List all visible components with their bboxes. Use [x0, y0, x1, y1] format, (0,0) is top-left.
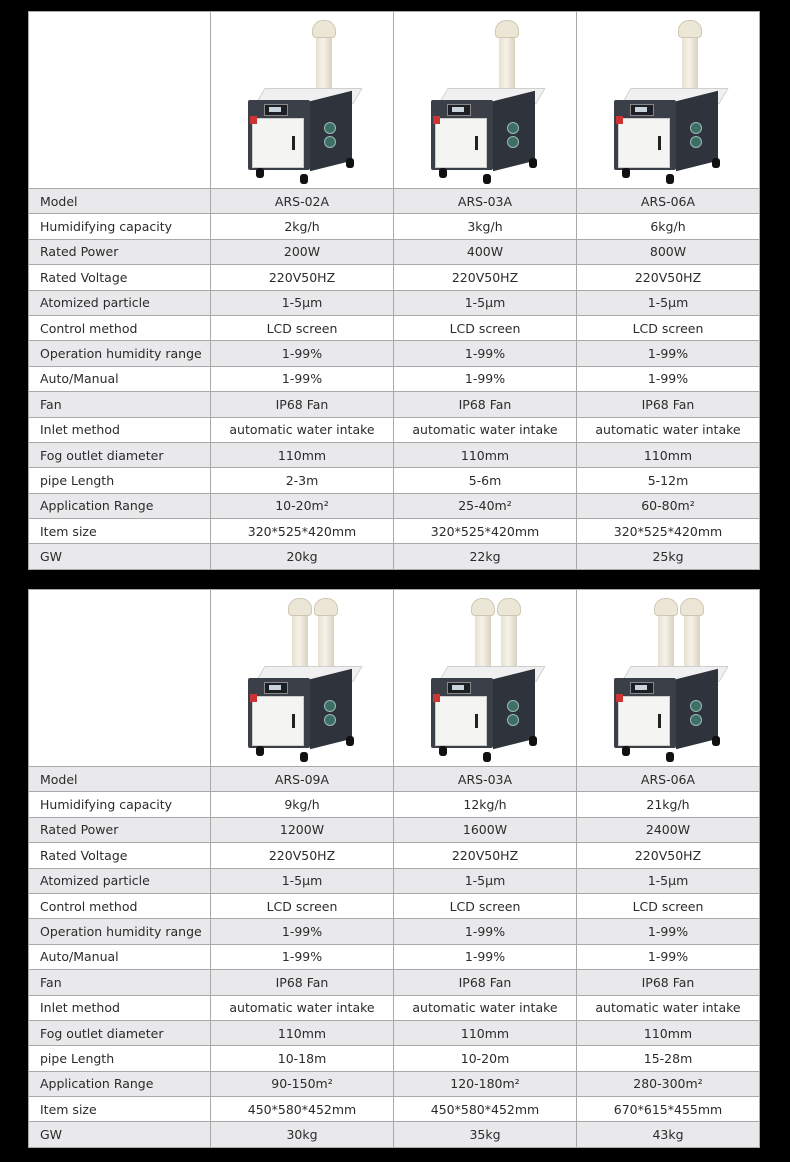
spec-value: 800W [577, 239, 760, 264]
spec-value: 110mm [394, 1020, 577, 1045]
spec-value: automatic water intake [394, 417, 577, 442]
spec-value: LCD screen [211, 315, 394, 340]
spec-value: 12kg/h [394, 792, 577, 817]
spec-row [29, 1020, 760, 1045]
spec-value: 15-28m [577, 1046, 760, 1071]
spec-row [29, 189, 760, 214]
spec-value: 10-18m [211, 1046, 394, 1071]
spec-row [29, 315, 760, 340]
spec-value: 9kg/h [211, 792, 394, 817]
spec-row [29, 893, 760, 918]
product-image-cell [394, 590, 577, 767]
spec-value: 25kg [577, 544, 760, 569]
caster-wheel-icon [439, 746, 447, 756]
spec-value: 6kg/h [577, 214, 760, 239]
spec-value: 110mm [577, 1020, 760, 1045]
spec-row [29, 290, 760, 315]
spec-value: IP68 Fan [577, 392, 760, 417]
spec-row [29, 817, 760, 842]
spec-row [29, 239, 760, 264]
humidifier-product-image [425, 18, 545, 186]
door-handle [292, 136, 295, 150]
fan-icon [690, 136, 702, 148]
spec-value: 220V50HZ [394, 265, 577, 290]
spec-label: Operation humidity range [29, 919, 211, 944]
spec-row [29, 995, 760, 1020]
product-image-row [29, 12, 760, 189]
mist-pipe-elbow [288, 598, 312, 616]
spec-label: Auto/Manual [29, 944, 211, 969]
spec-row [29, 519, 760, 544]
caster-wheel-icon [439, 168, 447, 178]
warning-sticker-icon [250, 116, 257, 124]
spec-row [29, 1122, 760, 1147]
front-door-panel [252, 696, 304, 746]
mist-pipe [684, 608, 700, 670]
lcd-control-icon [447, 104, 471, 116]
lcd-control-icon [264, 682, 288, 694]
spec-value: automatic water intake [211, 417, 394, 442]
product-image-cell [577, 590, 760, 767]
spec-value: 1-5μm [394, 290, 577, 315]
spec-value: 110mm [394, 442, 577, 467]
humidifier-product-image [242, 596, 362, 764]
spec-value: LCD screen [394, 315, 577, 340]
mist-pipe-elbow [314, 598, 338, 616]
door-handle [475, 136, 478, 150]
spec-value: 5-12m [577, 468, 760, 493]
humidifier-product-image [608, 18, 728, 186]
spec-value: ARS-03A [394, 767, 577, 792]
spec-value: 320*525*420mm [577, 519, 760, 544]
spec-row [29, 214, 760, 239]
product-image-cell [577, 12, 760, 189]
product-image-row [29, 590, 760, 767]
fan-icon [507, 714, 519, 726]
spec-value: ARS-02A [211, 189, 394, 214]
spec-value: 450*580*452mm [394, 1097, 577, 1122]
spec-value: automatic water intake [394, 995, 577, 1020]
warning-sticker-icon [433, 694, 440, 702]
fan-icon [507, 700, 519, 712]
spec-row [29, 265, 760, 290]
spec-value: automatic water intake [577, 995, 760, 1020]
caster-wheel-icon [346, 736, 354, 746]
spec-value: 280-300m² [577, 1071, 760, 1096]
spec-value: ARS-09A [211, 767, 394, 792]
spec-value: IP68 Fan [394, 970, 577, 995]
spec-row [29, 341, 760, 366]
caster-wheel-icon [256, 746, 264, 756]
spec-value: 1-99% [577, 341, 760, 366]
fan-icon [690, 122, 702, 134]
fan-icon [324, 136, 336, 148]
fan-icon [324, 714, 336, 726]
spec-value: LCD screen [577, 893, 760, 918]
spec-label: Application Range [29, 1071, 211, 1096]
spec-label: Inlet method [29, 995, 211, 1020]
spec-value: 1-99% [577, 944, 760, 969]
spec-label: Control method [29, 315, 211, 340]
spec-value: 670*615*455mm [577, 1097, 760, 1122]
spec-row [29, 1097, 760, 1122]
spec-value: ARS-06A [577, 189, 760, 214]
spec-value: 1-99% [211, 944, 394, 969]
lcd-screen [452, 107, 464, 112]
mist-pipe [318, 608, 334, 670]
mist-pipe [501, 608, 517, 670]
spec-row [29, 392, 760, 417]
spec-table-dual-pipe [28, 589, 760, 1148]
caster-wheel-icon [483, 752, 491, 762]
mist-pipe-elbow [497, 598, 521, 616]
mist-pipe-elbow [654, 598, 678, 616]
spec-label: Fog outlet diameter [29, 1020, 211, 1045]
humidifier-product-image [608, 596, 728, 764]
mist-pipe-elbow [678, 20, 702, 38]
spec-value: 90-150m² [211, 1071, 394, 1096]
spec-value: IP68 Fan [577, 970, 760, 995]
spec-value: 220V50HZ [211, 843, 394, 868]
spec-value: 220V50HZ [394, 843, 577, 868]
spec-label: Item size [29, 519, 211, 544]
lcd-control-icon [630, 682, 654, 694]
spec-value: 450*580*452mm [211, 1097, 394, 1122]
fan-icon [324, 122, 336, 134]
door-handle [475, 714, 478, 728]
caster-wheel-icon [666, 752, 674, 762]
spec-value: 43kg [577, 1122, 760, 1147]
spec-value: 1-5μm [211, 868, 394, 893]
spec-row [29, 468, 760, 493]
mist-pipe-elbow [312, 20, 336, 38]
spec-label: GW [29, 1122, 211, 1147]
spec-label: Fan [29, 970, 211, 995]
humidifier-product-image [425, 596, 545, 764]
spec-table-single-pipe [28, 11, 760, 570]
spec-row [29, 544, 760, 569]
spec-value: IP68 Fan [394, 392, 577, 417]
caster-wheel-icon [712, 736, 720, 746]
spec-value: 320*525*420mm [394, 519, 577, 544]
spec-value: 110mm [211, 1020, 394, 1045]
spec-value: 1-99% [211, 366, 394, 391]
spec-value: 22kg [394, 544, 577, 569]
spec-label: Atomized particle [29, 290, 211, 315]
spec-value: 20kg [211, 544, 394, 569]
spec-value: IP68 Fan [211, 970, 394, 995]
spec-label: Humidifying capacity [29, 792, 211, 817]
mist-pipe [682, 30, 698, 92]
spec-value: 110mm [211, 442, 394, 467]
spec-row [29, 868, 760, 893]
spec-value: 60-80m² [577, 493, 760, 518]
spec-value: 21kg/h [577, 792, 760, 817]
lcd-screen [452, 685, 464, 690]
spec-value: LCD screen [211, 893, 394, 918]
product-image-cell [211, 590, 394, 767]
caster-wheel-icon [529, 736, 537, 746]
caster-wheel-icon [346, 158, 354, 168]
mist-pipe [658, 608, 674, 670]
caster-wheel-icon [529, 158, 537, 168]
spec-label: Rated Voltage [29, 843, 211, 868]
spec-row [29, 919, 760, 944]
spec-row [29, 843, 760, 868]
spec-row [29, 970, 760, 995]
product-image-cell [394, 12, 577, 189]
lcd-control-icon [447, 682, 471, 694]
spec-value: automatic water intake [577, 417, 760, 442]
spec-label: Rated Power [29, 239, 211, 264]
caster-wheel-icon [622, 746, 630, 756]
caster-wheel-icon [483, 174, 491, 184]
empty-header-cell [29, 12, 211, 189]
spec-label: Atomized particle [29, 868, 211, 893]
lcd-screen [635, 107, 647, 112]
spec-label: Model [29, 189, 211, 214]
caster-wheel-icon [300, 752, 308, 762]
spec-value: 10-20m² [211, 493, 394, 518]
warning-sticker-icon [616, 694, 623, 702]
spec-label: GW [29, 544, 211, 569]
spec-value: 3kg/h [394, 214, 577, 239]
spec-row [29, 944, 760, 969]
spec-row [29, 493, 760, 518]
spec-label: Rated Power [29, 817, 211, 842]
spec-value: 1600W [394, 817, 577, 842]
fan-icon [507, 122, 519, 134]
caster-wheel-icon [712, 158, 720, 168]
spec-value: 110mm [577, 442, 760, 467]
spec-label: pipe Length [29, 468, 211, 493]
spec-value: IP68 Fan [211, 392, 394, 417]
front-door-panel [435, 118, 487, 168]
spec-value: 30kg [211, 1122, 394, 1147]
front-door-panel [618, 696, 670, 746]
door-handle [658, 136, 661, 150]
spec-value: 1200W [211, 817, 394, 842]
spec-value: 1-99% [394, 944, 577, 969]
spec-label: Fog outlet diameter [29, 442, 211, 467]
lcd-control-icon [630, 104, 654, 116]
mist-pipe [499, 30, 515, 92]
spec-label: Control method [29, 893, 211, 918]
spec-value: 220V50HZ [577, 843, 760, 868]
empty-header-cell [29, 590, 211, 767]
mist-pipe [475, 608, 491, 670]
spec-value: 1-99% [211, 341, 394, 366]
mist-pipe [292, 608, 308, 670]
product-image-cell [211, 12, 394, 189]
spec-label: Operation humidity range [29, 341, 211, 366]
caster-wheel-icon [666, 174, 674, 184]
spec-row [29, 1046, 760, 1071]
warning-sticker-icon [250, 694, 257, 702]
spec-value: 1-99% [394, 366, 577, 391]
spec-value: 200W [211, 239, 394, 264]
spec-value: 1-99% [394, 919, 577, 944]
spec-value: automatic water intake [211, 995, 394, 1020]
spec-row [29, 1071, 760, 1096]
spec-value: 1-99% [394, 341, 577, 366]
lcd-screen [269, 107, 281, 112]
spec-row [29, 417, 760, 442]
warning-sticker-icon [616, 116, 623, 124]
mist-pipe [316, 30, 332, 92]
spec-value: 320*525*420mm [211, 519, 394, 544]
spec-value: 1-99% [577, 366, 760, 391]
spec-value: 400W [394, 239, 577, 264]
spec-value: 10-20m [394, 1046, 577, 1071]
spec-row [29, 366, 760, 391]
fan-icon [507, 136, 519, 148]
spec-label: Item size [29, 1097, 211, 1122]
fan-icon [324, 700, 336, 712]
lcd-control-icon [264, 104, 288, 116]
spec-value: 2400W [577, 817, 760, 842]
mist-pipe-elbow [471, 598, 495, 616]
warning-sticker-icon [433, 116, 440, 124]
front-door-panel [618, 118, 670, 168]
spec-value: 25-40m² [394, 493, 577, 518]
spec-value: 220V50HZ [577, 265, 760, 290]
door-handle [292, 714, 295, 728]
spec-label: Humidifying capacity [29, 214, 211, 239]
caster-wheel-icon [622, 168, 630, 178]
fan-icon [690, 714, 702, 726]
spec-value: 1-99% [211, 919, 394, 944]
mist-pipe-elbow [495, 20, 519, 38]
front-door-panel [252, 118, 304, 168]
spec-value: 120-180m² [394, 1071, 577, 1096]
spec-value: ARS-06A [577, 767, 760, 792]
spec-label: Rated Voltage [29, 265, 211, 290]
spec-value: 2-3m [211, 468, 394, 493]
spec-value: 2kg/h [211, 214, 394, 239]
fan-icon [690, 700, 702, 712]
caster-wheel-icon [300, 174, 308, 184]
spec-row [29, 767, 760, 792]
spec-value: 1-5μm [577, 290, 760, 315]
lcd-screen [269, 685, 281, 690]
spec-value: 1-5μm [394, 868, 577, 893]
spec-value: 1-5μm [577, 868, 760, 893]
spec-value: 1-5μm [211, 290, 394, 315]
spec-value: LCD screen [394, 893, 577, 918]
spec-value: 220V50HZ [211, 265, 394, 290]
spec-label: Inlet method [29, 417, 211, 442]
lcd-screen [635, 685, 647, 690]
spec-label: pipe Length [29, 1046, 211, 1071]
door-handle [658, 714, 661, 728]
humidifier-product-image [242, 18, 362, 186]
spec-label: Fan [29, 392, 211, 417]
spec-value: LCD screen [577, 315, 760, 340]
spec-value: 5-6m [394, 468, 577, 493]
spec-label: Application Range [29, 493, 211, 518]
caster-wheel-icon [256, 168, 264, 178]
front-door-panel [435, 696, 487, 746]
spec-row [29, 442, 760, 467]
mist-pipe-elbow [680, 598, 704, 616]
spec-label: Model [29, 767, 211, 792]
spec-value: ARS-03A [394, 189, 577, 214]
spec-row [29, 792, 760, 817]
spec-value: 1-99% [577, 919, 760, 944]
spec-label: Auto/Manual [29, 366, 211, 391]
spec-value: 35kg [394, 1122, 577, 1147]
